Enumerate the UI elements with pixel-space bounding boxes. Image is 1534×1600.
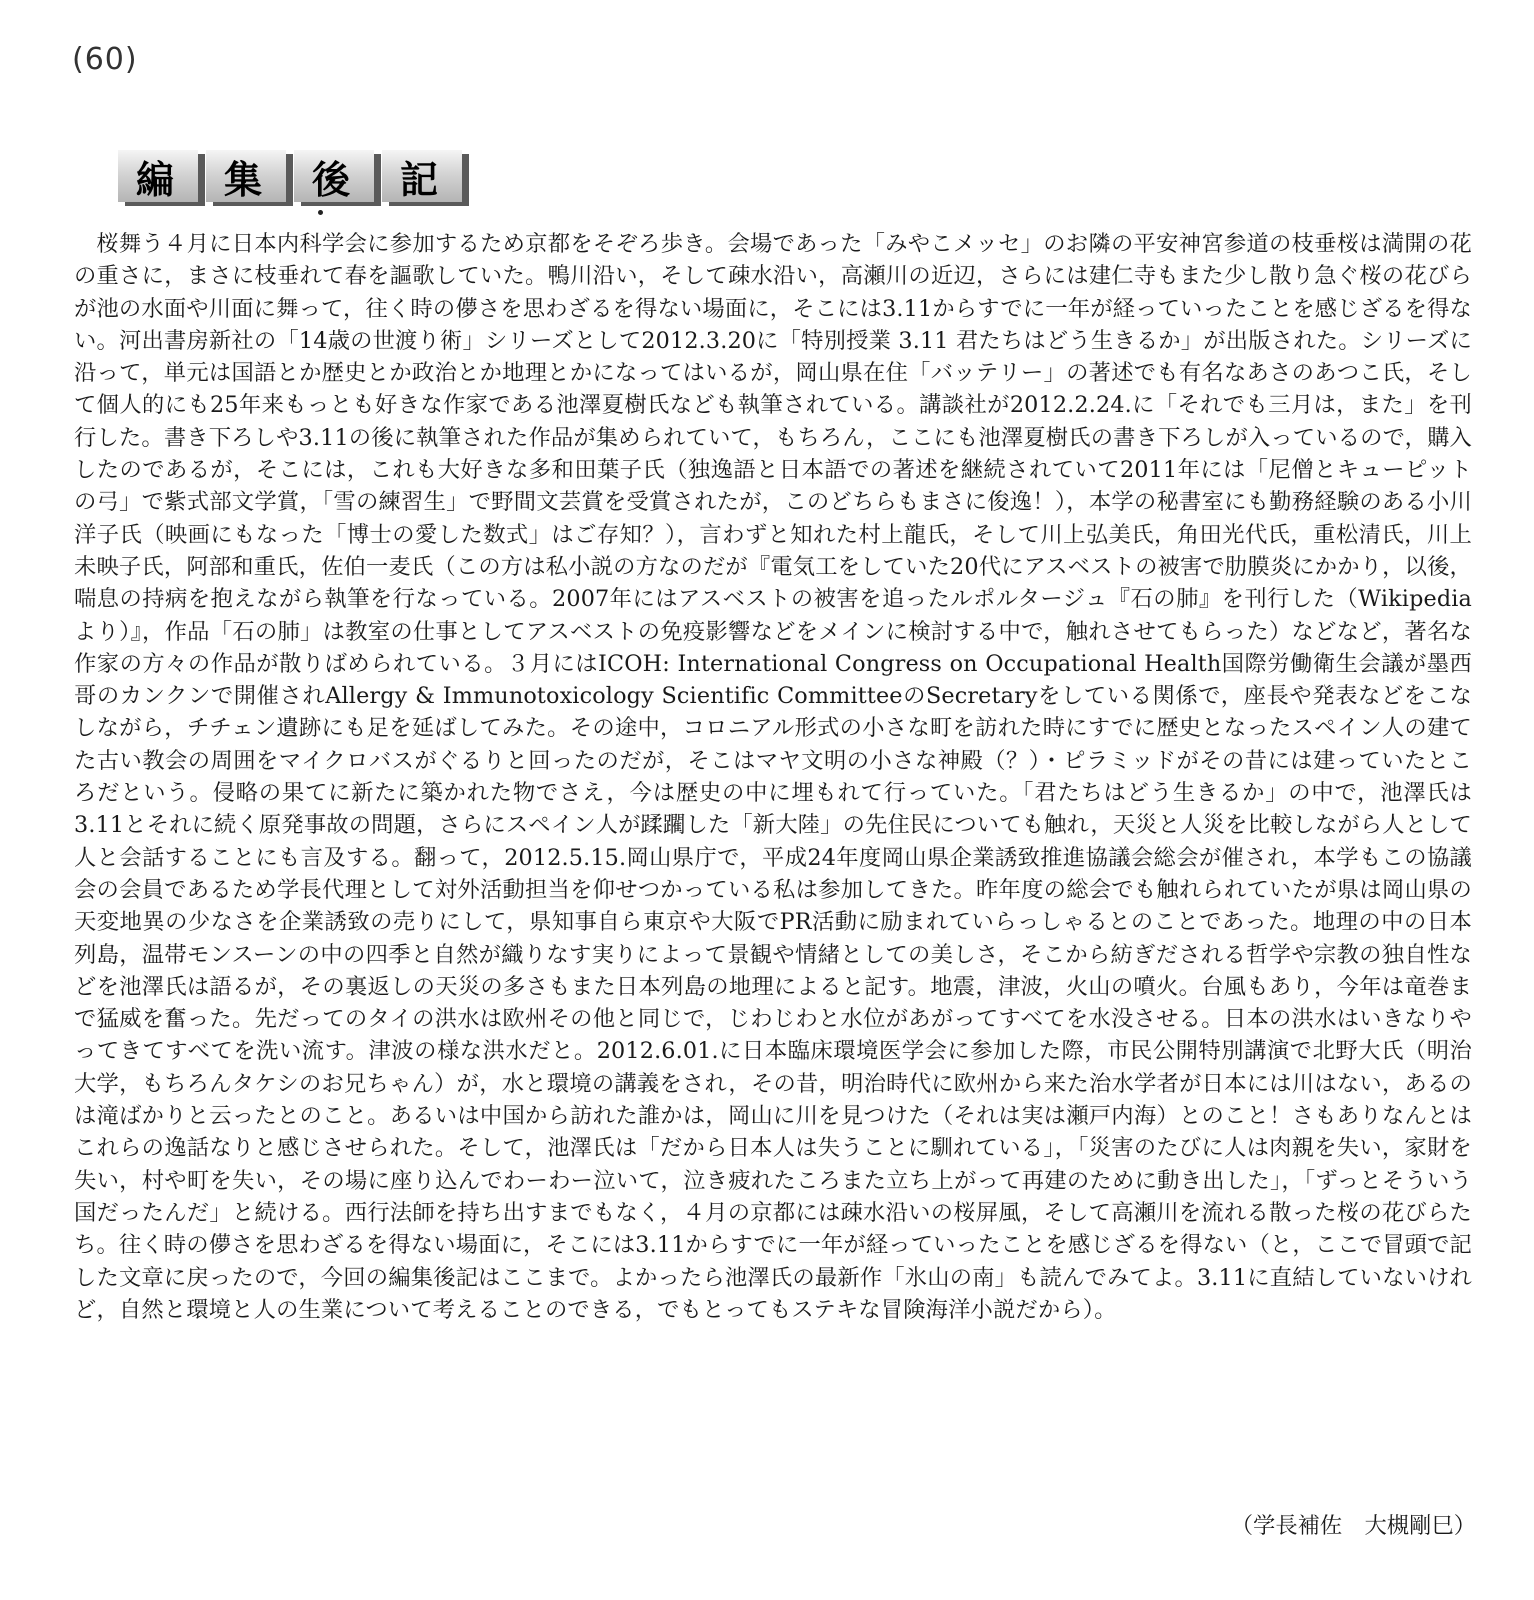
heading-char-block [118,150,198,202]
heading-char-block [294,150,374,202]
heading-char: 後 [311,157,350,202]
editorial-body-text: 桜舞う４月に日本内科学会に参加するため京都をそぞろ歩き。会場であった「みやこメッセ」のお隣の平安神宮参道の枝垂桜は満開の花の重さに，まさに枝垂れて春を謳歌していた。鴨川沿い，そして疎水沿い，高瀬川の近辺，さらには建仁寺もまた少し散り急ぐ桜の花びらが池の水面や川面に舞って，往く時の儚さを思わざるを得ない場面に，そこには3.11からすでに一年が経っていったことを感じざるを得ない。河出書房新社の「14歳の世渡り術」シリーズとして2012.3.20に「特別授業 3.11 君たちはどう生きるか」が出版された。シリーズに沿って，単元は国語とか歴史とか政治とか地理とかになってはいるが，岡山県在住「バッテリー」の著述でも有名なあさのあつこ氏，そして個人的にも25年来もっとも好きな作家である池澤夏樹氏なども執筆されている。講談社が2012.2.24.に「それでも三月は，また」を刊行した。書き下ろしや3.11の後に執筆された作品が集められていて，もちろん，ここにも池澤夏樹氏の書き下ろしが入っているので，購入したのであるが，そこには，これも大好きな多和田葉子氏（独逸語と日本語での著述を継続されていて2011年には「尼僧とキューピットの弓」で紫式部文学賞，「雪の練習生」で野間文芸賞を受賞されたが，このどちらもまさに俊逸！），本学の秘書室にも勤務経験のある小川洋子氏（映画にもなった「博士の愛した数式」はご存知？），言わずと知れた村上龍氏，そして川上弘美氏，角田光代氏，重松清氏，川上未映子氏，阿部和重氏，佐伯一麦氏（この方は私小説の方なのだが『電気工をしていた20代にアスベストの被害で肋膜炎にかかり，以後，喘息の持病を抱えながら執筆を行なっている。2007年にはアスベストの被害を追ったルポルタージュ『石の肺』を刊行した（Wikipediaより）』，作品「石の肺」は教室の仕事としてアスベストの免疫影響などをメインに検討する中で，触れさせてもらった）などなど，著名な作家の方々の作品が散りばめられている。３月にはICOH: International Congress on Occupational Health国際労働衛生会議が墨西哥のカンクンで開催されAllergy & Immunotoxicology Scientific CommitteeのSecretaryをしている関係で，座長や発表などをこなしながら，チチェン遺跡にも足を延ばしてみた。その途中，コロニアル形式の小さな町を訪れた時にすでに歴史となったスペイン人の建てた古い教会の周囲をマイクロバスがぐるりと回ったのだが，そこはマヤ文明の小さな神殿（？）・ピラミッドがその昔には建っていたところだという。侵略の果てに新たに築かれた物でさえ，今は歴史の中に埋もれて行っていた。「君たちはどう生きるか」の中で，池澤氏は3.11とそれに続く原発事故の問題，さらにスペイン人が蹂躙した「新大陸」の先住民についても触れ，天災と人災を比較しながら人として人と会話することにも言及する。翻って，2012.5.15.岡山県庁で，平成24年度岡山県企業誘致推進協議会総会が催され，本学もこの協議会の会員であるため学長代理として対外活動担当を仰せつかっている私は参加してきた。昨年度の総会でも触れられていたが県は岡山県の天変地異の少なさを企業誘致の売りにして，県知事自ら東京や大阪でPR活動に励まれていらっしゃるとのことであった。地理の中の日本列島，温帯モンスーンの中の四季と自然が織りなす実りによって景観や情緒としての美しさ，そこから紡ぎだされる哲学や宗教の独自性などを池澤氏は語るが，その裏返しの天災の多さもまた日本列島の地理によると記す。地震，津波，火山の噴火。台風もあり，今年は竜巻まで猛威を奮った。先だってのタイの洪水は欧州その他と同じで，じわじわと水位があがってすべてを水没させる。日本の洪水はいきなりやってきてすべてを洗い流す。津波の様な洪水だと。2012.6.01.に日本臨床環境医学会に参加した際，市民公開特別講演で北野大氏（明治大学，もちろんタケシのお兄ちゃん）が，水と環境の講義をされ，その昔，明治時代に欧州から来た治水学者が日本には川はない，あるのは滝ばかりと云ったとのこと。あるいは中国から訪れた誰かは，岡山に川を見つけた（それは実は瀬戸内海）とのこと！さもありなんとはこれらの逸話なりと感じさせられた。そして，池澤氏は「だから日本人は失うことに馴れている」，「災害のたびに人は肉親を失い，家財を失い，村や町を失い，その場に座り込んでわーわー泣いて，泣き疲れたころまた立ち上がって再建のために動き出した」，「ずっとそういう国だったんだ」と続ける。西行法師を持ち出すまでもなく，４月の京都には疎水沿いの桜屏風，そして高瀬川を流れる散った桜の花びらたち。往く時の儚さを思わざるを得ない場面に，そこには3.11からすでに一年が経っていったことを感じざるを得ない（と，ここで冒頭で記した文章に戻ったので，今回の編集後記はここまで。よかったら池澤氏の最新作「氷山の南」も読んでみてよ。3.11に直結していないけれど，自然と環境と人の生業について考えることのできる，でもとってもステキな冒険海洋小説だから）。 [74,231,1472,1323]
heading-char-block [382,150,462,202]
heading-char: 記 [399,157,438,202]
heading-char: 集 [223,157,262,202]
page-number: (60) [72,42,138,77]
author-signature: （学長補佐 大槻剛巳） [1230,1513,1476,1539]
decorative-dot [318,210,323,215]
section-heading [118,150,462,202]
heading-char: 編 [135,157,174,202]
heading-char-block [206,150,286,202]
